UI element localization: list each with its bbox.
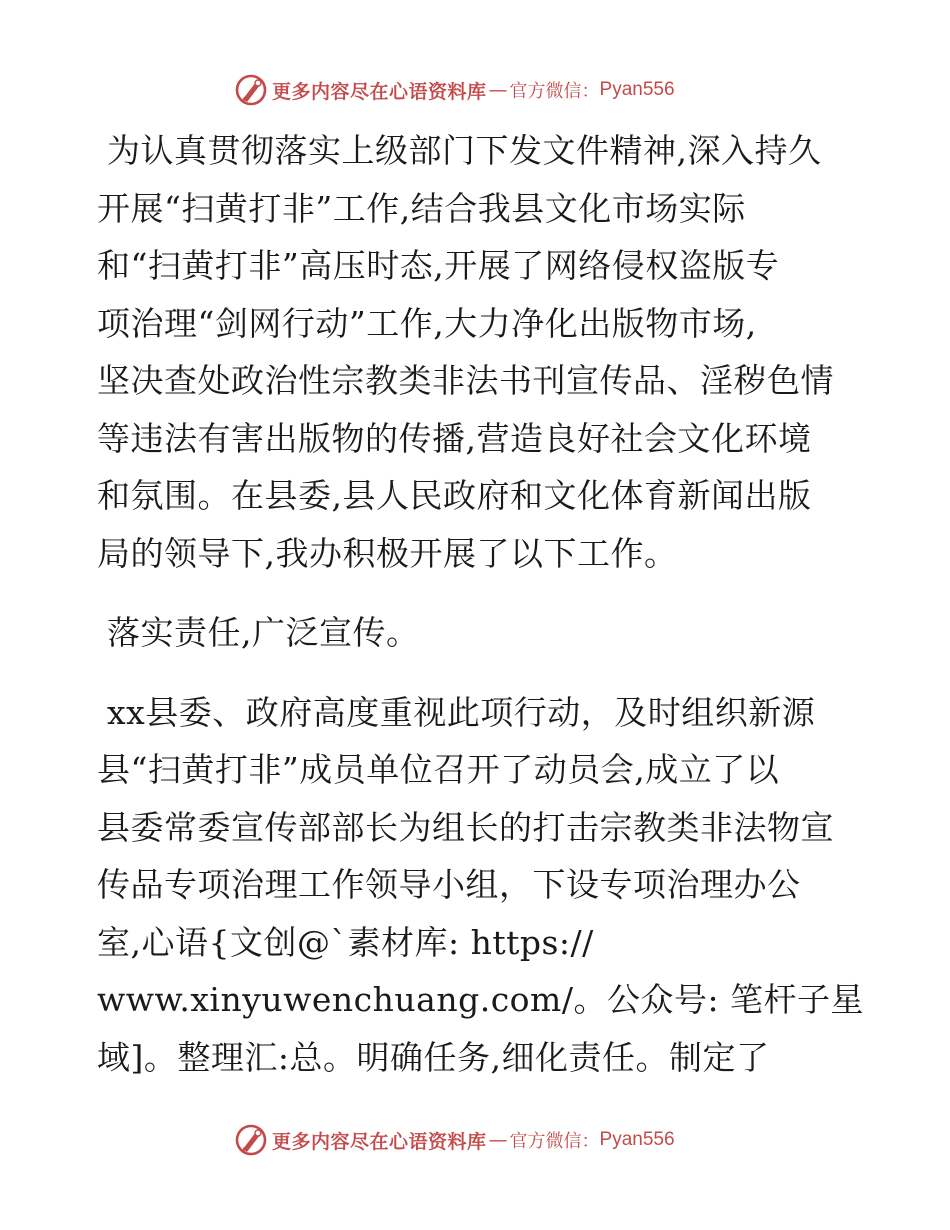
text-line: 落实责任,广泛宣传。: [107, 613, 420, 652]
banner-official-label: 官方微信：: [509, 81, 600, 102]
document-body: [97, 122, 865, 1086]
text-line: 坚决查处政治性宗教类非法书刊宣传品、淫秽色情: [97, 361, 834, 400]
text-line: 和氛围。在县委,县人民政府和文化体育新闻出版: [97, 476, 812, 515]
text-line: 开展“扫黄打非”工作,结合我县文化市场实际: [97, 188, 746, 228]
paragraph-gap: [97, 582, 857, 604]
banner-official-label: 官方微信：: [509, 1131, 600, 1152]
text-line: 项治理“剑网行动”工作,大力净化出版物市场,: [97, 303, 757, 343]
pen-logo-icon: [234, 73, 268, 107]
text-line: 县委常委宣传部部长为组长的打击宗教类非法物宣: [97, 807, 834, 847]
text-line: www.xinyuwenchuang.com/。公众号: 笔杆子星: [97, 980, 865, 1019]
text-line: xx县委、政府高度重视此项行动，及时组织新源: [107, 692, 816, 732]
header-banner: [234, 72, 675, 108]
pen-logo-icon: [234, 1123, 268, 1157]
footer-banner: [234, 1122, 675, 1158]
paragraph-gap: [97, 662, 857, 684]
banner-promo-text: 更多内容尽在心语资料库: [272, 1130, 487, 1153]
text-line: 县“扫黄打非”成员单位召开了动员会,成立了以: [97, 750, 780, 789]
banner-account-id: Pyan556: [599, 1129, 675, 1150]
text-line: 和“扫黄打非”高压时态,开展了网络侵权盗版专: [97, 246, 780, 285]
text-line: 室,心语{文创@`素材库: https://: [97, 922, 594, 962]
text-line: 为认真贯彻落实上级部门下发文件精神,深入持久: [107, 131, 822, 170]
banner-dash: —: [488, 1129, 508, 1151]
banner-dash: —: [488, 79, 508, 101]
text-line: 域]。整理汇:总。明确任务,细化责任。制定了: [97, 1037, 770, 1077]
paragraph: [97, 684, 865, 1087]
banner-account-id: Pyan556: [599, 79, 675, 100]
paragraph: [97, 122, 857, 582]
text-line: 等违法有害出版物的传播,营造良好社会文化环境: [97, 418, 812, 458]
section-heading: [97, 604, 857, 662]
text-line: 局的领导下,我办积极开展了以下工作。: [97, 533, 678, 573]
banner-promo-text: 更多内容尽在心语资料库: [272, 80, 487, 103]
text-line: 传品专项治理工作领导小组，下设专项治理办公: [97, 865, 801, 904]
